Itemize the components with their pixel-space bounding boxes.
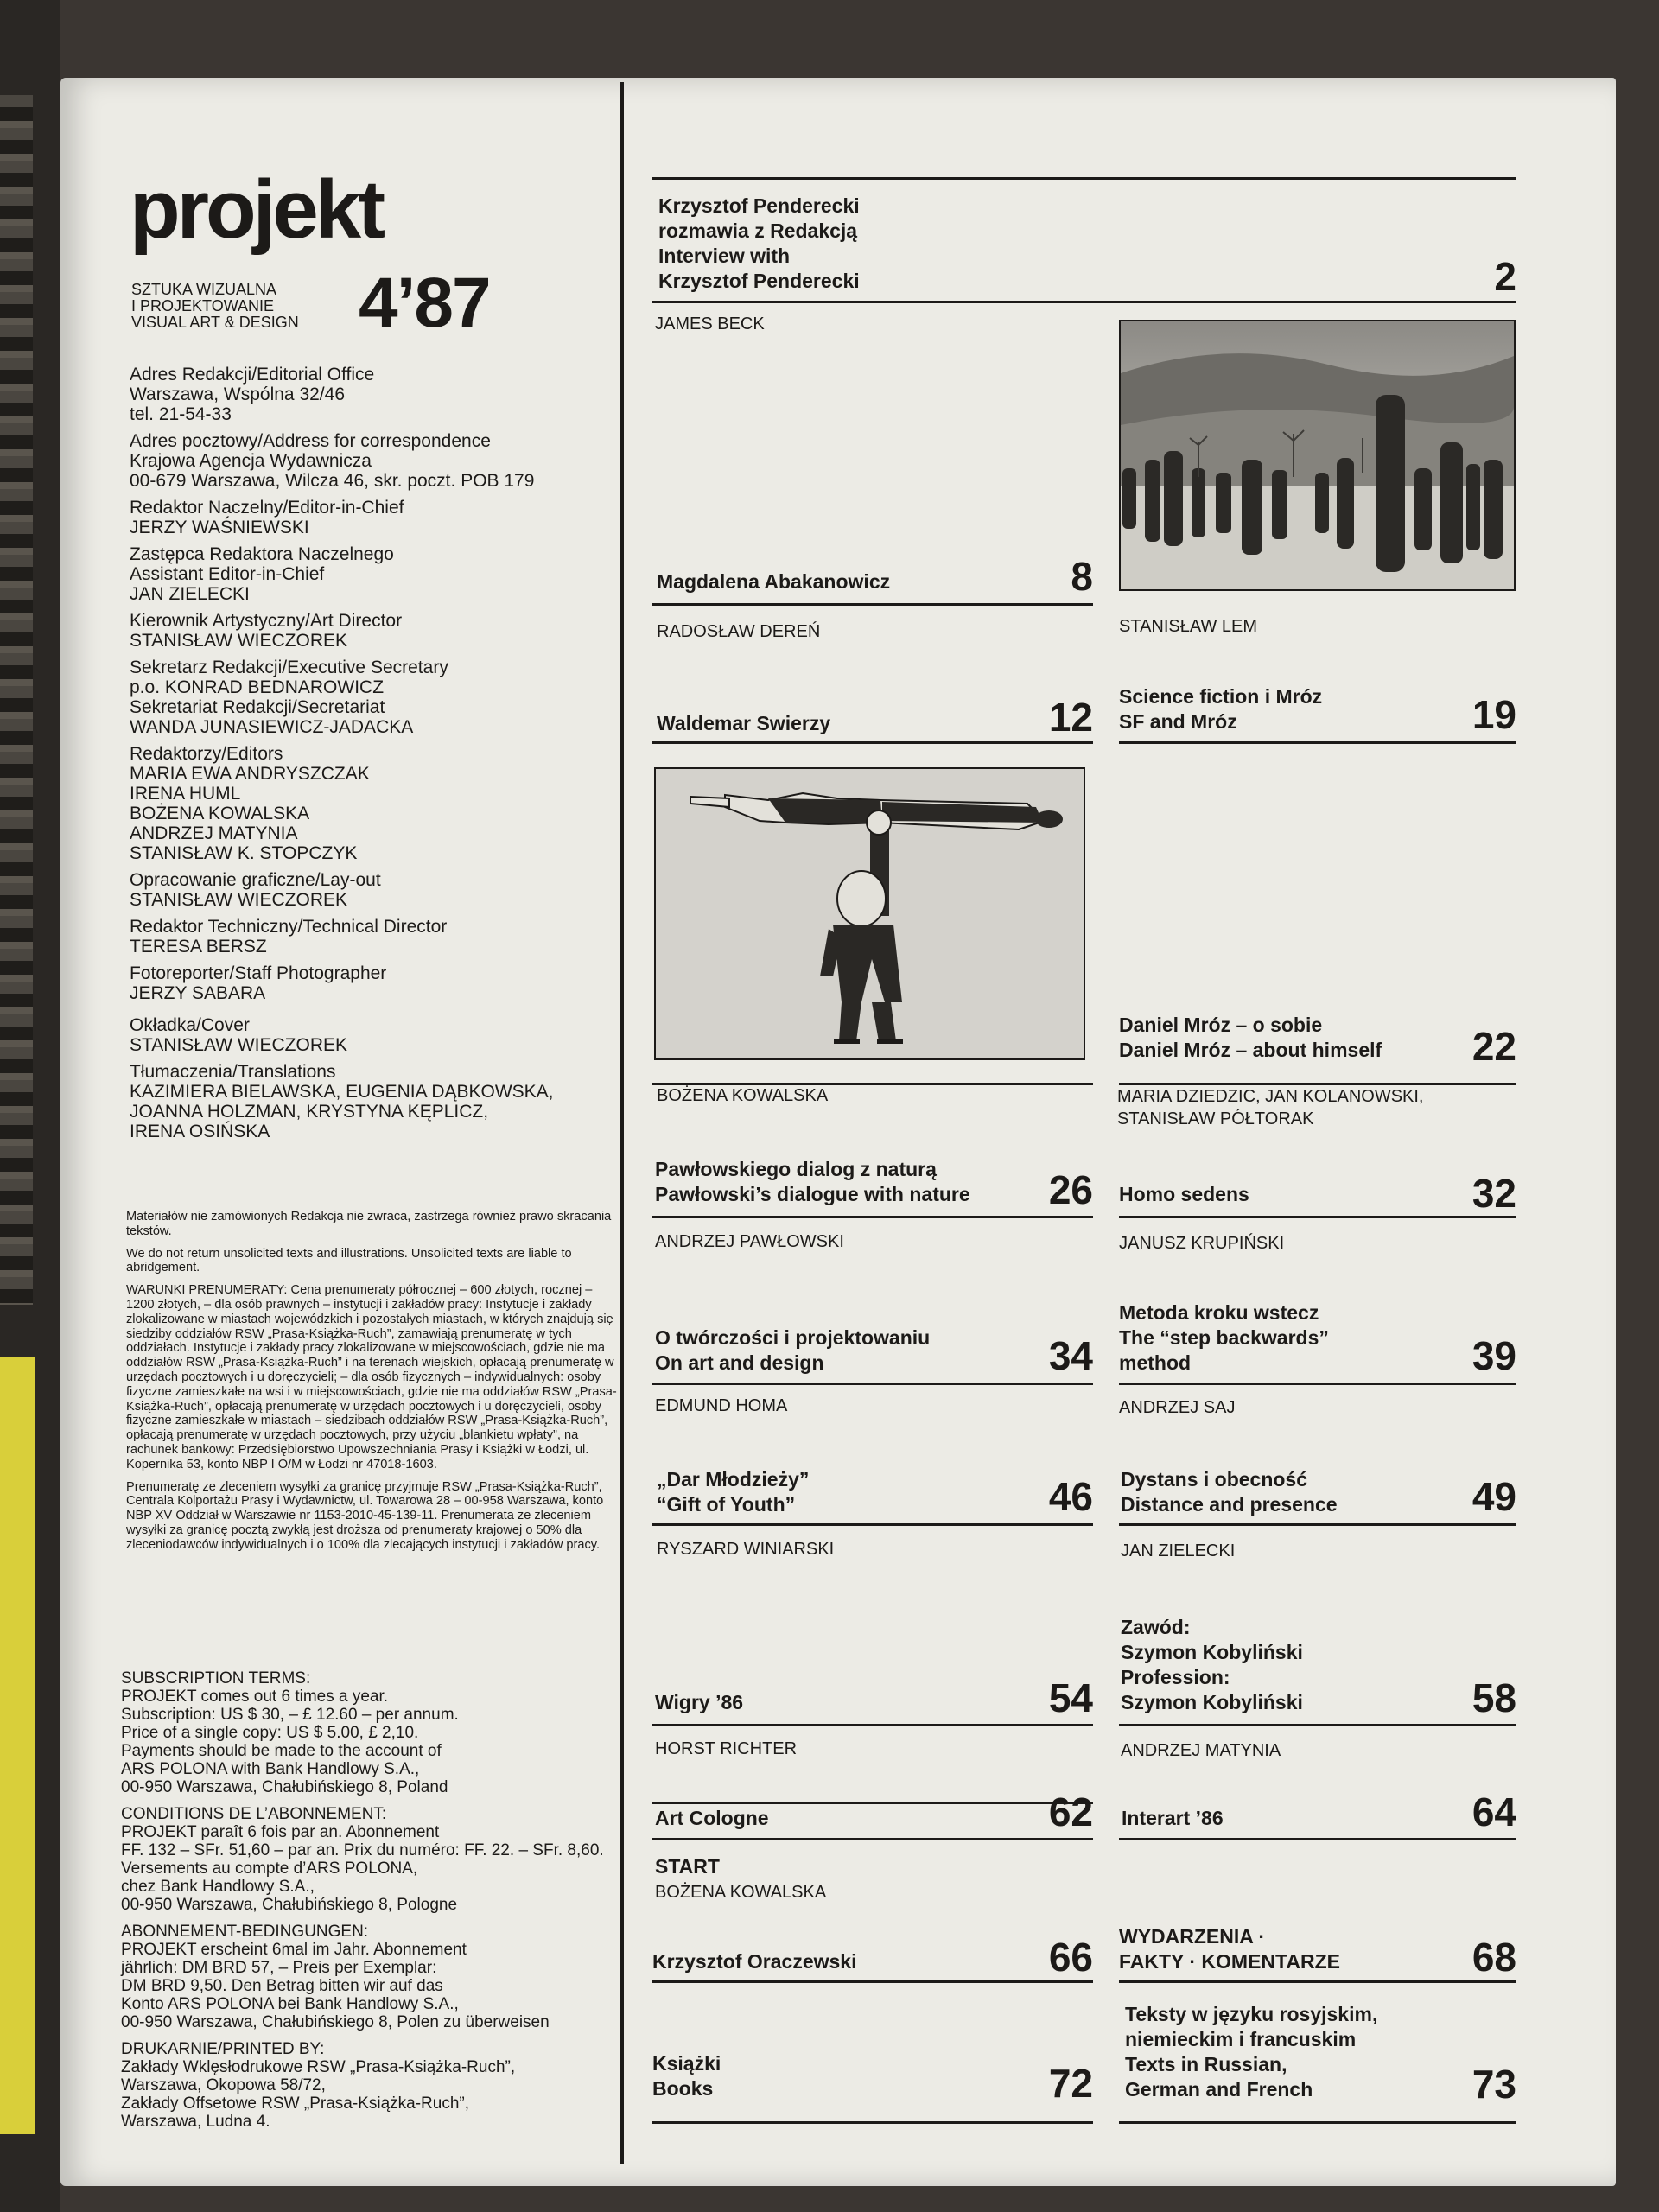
toc-entry-title: [1121, 1615, 1303, 1715]
toc-rule: [652, 177, 1516, 180]
toc-rule: [652, 301, 1516, 303]
toc-rule: [1119, 1216, 1516, 1218]
toc-entry-title: [655, 1690, 743, 1715]
toc-rule: [1119, 1838, 1516, 1840]
colophon-line: Sekretariat Redakcji/Secretariat: [130, 697, 385, 717]
toc-page-number: 72: [1048, 2061, 1093, 2106]
issue-number: 4’87: [359, 264, 490, 342]
terms-line: Zakłady Wklęsłodrukowe RSW „Prasa-Książka-Ruch”,: [121, 2058, 516, 2076]
fine-print-paragraph: We do not return unsolicited texts and illustrations. Unsolicited texts are liable to abridgement.: [126, 1246, 572, 1275]
colophon-line: Tłumaczenia/Translations: [130, 1062, 336, 1082]
colophon-line: WANDA JUNASIEWICZ-JADACKA: [130, 717, 414, 737]
toc-page-number: 39: [1471, 1333, 1516, 1378]
toc-title-line: Science fiction i Mróz: [1119, 685, 1323, 708]
toc-page-number: 32: [1471, 1171, 1516, 1216]
terms-line: jährlich: DM BRD 57, – Preis per Exemplar:: [121, 1959, 437, 1977]
toc-entry-title: [1121, 1467, 1338, 1517]
colophon-line: JAN ZIELECKI: [130, 584, 250, 604]
fine-print-paragraph: Prenumeratę ze zleceniem wysyłki za granicę przyjmuje RSW „Prasa-Książka-Ruch”, Centrala Kolportażu Prasy i Wydawnictw, ul. Towarowa 28 – 00-958 Warszawa, konto NBP XV Oddział w Warszawie nr 1153-2010-45-139-11. Prenumerata ze zleceniem wysyłki za granicę pocztą zwykłą jest droższa od prenumeraty krajowej o 50% dla zleceniodawców indywidualnych i o 100% dla zlecających instytucji i zakładów pracy.: [126, 1479, 604, 1552]
toc-title-line: Krzysztof Penderecki: [658, 270, 860, 292]
terms-line: ARS POLONA with Bank Handlowy S.A.,: [121, 1760, 420, 1778]
toc-title-line: Waldemar Swierzy: [657, 712, 831, 734]
terms-line: Konto ARS POLONA bei Bank Handlowy S.A.,: [121, 1995, 459, 2013]
tagline-line: VISUAL ART & DESIGN: [131, 314, 299, 331]
toc-title-line: Szymon Kobyliński: [1121, 1641, 1303, 1663]
terms-line: Warszawa, Okopowa 58/72,: [121, 2076, 326, 2094]
toc-title-line: Texts in Russian,: [1125, 2053, 1287, 2075]
toc-author: JAN ZIELECKI: [1121, 1541, 1236, 1560]
toc-entry-title: [657, 711, 830, 736]
colophon-block: [130, 544, 609, 604]
toc-rule: [1119, 1724, 1516, 1726]
toc-rule: [1119, 2121, 1516, 2124]
toc-entry-title: [657, 569, 890, 594]
terms-section: [121, 1805, 613, 1914]
colophon-line: Redaktor Naczelny/Editor-in-Chief: [130, 498, 404, 518]
toc-author: ANDRZEJ PAWŁOWSKI: [655, 1232, 844, 1251]
terms-line: chez Bank Handlowy S.A.,: [121, 1878, 315, 1896]
toc-page-number: 2: [1494, 254, 1516, 299]
terms-section: [121, 1669, 613, 1796]
toc-title-line: rozmawia z Redakcją: [658, 219, 858, 242]
colophon-line: p.o. KONRAD BEDNAROWICZ: [130, 677, 385, 697]
toc-entry-title: [655, 1157, 970, 1207]
toc-title-line: Metoda kroku wstecz: [1119, 1301, 1319, 1324]
toc-rule: [1119, 1980, 1516, 1983]
tagline: [131, 282, 299, 331]
magazine-logo: projekt: [130, 163, 383, 256]
toc-rule: [652, 603, 1093, 606]
toc-page-number: 73: [1471, 2062, 1516, 2107]
terms-line: 00-950 Warszawa, Chałubińskiego 8, Poland: [121, 1778, 448, 1796]
toc-title-line: Art Cologne: [655, 1807, 769, 1829]
toc-title-line: Interart ’86: [1122, 1807, 1224, 1829]
colophon-block: [130, 1062, 609, 1141]
toc-author: BOŻENA KOWALSKA: [657, 1086, 829, 1105]
colophon-block: [130, 658, 609, 737]
colophon-block: [130, 1015, 609, 1055]
terms-section: [121, 2040, 613, 2131]
colophon-line: Zastępca Redaktora Naczelnego: [130, 544, 394, 564]
terms-heading: CONDITIONS DE L’ABONNEMENT:: [121, 1805, 387, 1823]
toc-title-line: Zawód:: [1121, 1616, 1191, 1638]
colophon-line: Redaktorzy/Editors: [130, 744, 283, 764]
toc-rule: [652, 1216, 1093, 1218]
colophon-block: [130, 870, 609, 910]
toc-rule: [652, 1382, 1093, 1385]
toc-title-line: Magdalena Abakanowicz: [657, 570, 891, 593]
toc-title-line: Interview with: [658, 245, 791, 267]
terms-line: FF. 132 – SFr. 51,60 – par an. Prix du numéro: FF. 22. – SFr. 8,60.: [121, 1841, 604, 1859]
colophon-line: Redaktor Techniczny/Technical Director: [130, 917, 448, 937]
terms-line: PROJEKT comes out 6 times a year.: [121, 1688, 389, 1706]
colophon-line: tel. 21-54-33: [130, 404, 232, 424]
terms-line: PROJEKT paraît 6 fois par an. Abonnement: [121, 1823, 440, 1841]
toc-title-line: Distance and presence: [1121, 1493, 1338, 1516]
colophon-line: Opracowanie graficzne/Lay-out: [130, 870, 381, 890]
colophon-line: STANISŁAW WIECZOREK: [130, 631, 348, 651]
toc-entry-title: [652, 1949, 856, 1974]
toc-rule: [652, 2121, 1093, 2124]
terms-line: Price of a single copy: US $ 5.00, £ 2,10.: [121, 1724, 419, 1742]
toc-title-line: Książki: [652, 2052, 721, 2075]
toc-title-line: The “step backwards”: [1119, 1326, 1329, 1349]
toc-author: JANUSZ KRUPIŃSKI: [1119, 1234, 1285, 1253]
colophon-line: 00-679 Warszawa, Wilcza 46, skr. poczt. POB 179: [130, 471, 535, 491]
toc-title-line: Krzysztof Penderecki: [658, 194, 860, 217]
subscription-terms: [121, 1669, 613, 2139]
toc-author: RYSZARD WINIARSKI: [657, 1540, 835, 1559]
toc-entry-title: [1125, 2002, 1377, 2102]
previous-page-yellow-panel: [0, 1357, 35, 2134]
colophon-line: Fotoreporter/Staff Photographer: [130, 963, 387, 983]
colophon-block: [130, 744, 609, 863]
toc-page-number: 26: [1048, 1167, 1093, 1212]
toc-entry-title: [655, 1325, 930, 1376]
subscription-fine-print: [126, 1210, 619, 1560]
sculpture-field-photo: [1119, 320, 1516, 591]
toc-author-line: STANISŁAW PÓŁTORAK: [1117, 1109, 1314, 1128]
toc-rule: [652, 1838, 1093, 1840]
colophon-line: Krajowa Agencja Wydawnicza: [130, 451, 372, 471]
terms-line: Payments should be made to the account of: [121, 1742, 442, 1760]
colophon-line: Assistant Editor-in-Chief: [130, 564, 325, 584]
toc-title-line: FAKTY · KOMENTARZE: [1119, 1950, 1340, 1973]
toc-rule: [1119, 1382, 1516, 1385]
toc-entry-title: [1119, 1013, 1382, 1063]
terms-section: [121, 1923, 613, 2031]
toc-page-number: 8: [1071, 554, 1093, 599]
toc-entry-title: [1122, 1806, 1224, 1831]
sculpture-field-illustration: [1121, 321, 1514, 589]
terms-line: Warszawa, Ludna 4.: [121, 2113, 270, 2131]
colophon-block: [130, 365, 609, 424]
toc-rule: [1119, 1523, 1516, 1526]
toc-entry-title: [658, 194, 860, 294]
swierzy-illustration-photo: [654, 767, 1085, 1060]
toc-rule: [652, 1523, 1093, 1526]
toc-author: STANISŁAW LEM: [1119, 617, 1258, 636]
toc-entry-title: [652, 2051, 721, 2101]
toc-page-number: 62: [1048, 1789, 1093, 1834]
toc-title-line: Homo sedens: [1119, 1183, 1249, 1205]
toc-page-number: 54: [1048, 1675, 1093, 1720]
toc-title-line: Krzysztof Oraczewski: [652, 1950, 857, 1973]
toc-rule: [652, 1802, 1093, 1804]
toc-entry-title: [657, 1467, 809, 1517]
toc-title-line: Wigry ’86: [655, 1691, 744, 1713]
toc-page-number: 19: [1471, 692, 1516, 737]
terms-line: Subscription: US $ 30, – £ 12.60 – per annum.: [121, 1706, 459, 1724]
terms-line: Versements au compte d’ARS POLONA,: [121, 1859, 418, 1878]
terms-line: 00-950 Warszawa, Chałubińskiego 8, Pologne: [121, 1896, 458, 1914]
colophon-line: IRENA HUML: [130, 784, 241, 804]
toc-rule: [652, 1724, 1093, 1726]
colophon-line: JERZY WAŚNIEWSKI: [130, 518, 309, 537]
colophon-block: [130, 917, 609, 957]
terms-line: 00-950 Warszawa, Chałubińskiego 8, Polen zu überweisen: [121, 2013, 550, 2031]
toc-title-line: Dystans i obecność: [1121, 1468, 1308, 1491]
colophon-line: JERZY SABARA: [130, 983, 266, 1003]
toc-title-line: method: [1119, 1351, 1192, 1374]
toc-author: [1117, 1085, 1424, 1130]
colophon-block: [130, 431, 609, 491]
colophon-line: JOANNA HOLZMAN, KRYSTYNA KĘPLICZ,: [130, 1102, 489, 1122]
colophon-line: IRENA OSIŃSKA: [130, 1122, 270, 1141]
terms-line: DM BRD 9,50. Den Betrag bitten wir auf das: [121, 1977, 443, 1995]
colophon-line: Kierownik Artystyczny/Art Director: [130, 611, 403, 631]
toc-entry-title: [1119, 1182, 1249, 1207]
toc-author: HORST RICHTER: [655, 1739, 798, 1758]
toc-author: EDMUND HOMA: [655, 1396, 788, 1415]
colophon-line: MARIA EWA ANDRYSZCZAK: [130, 764, 370, 784]
toc-rule: [1119, 741, 1516, 744]
toc-author: RADOSŁAW DEREŃ: [657, 622, 821, 641]
terms-line: PROJEKT erscheint 6mal im Jahr. Abonnement: [121, 1941, 467, 1959]
column-divider: [620, 82, 624, 2164]
toc-page-number: 22: [1471, 1024, 1516, 1069]
colophon-line: Adres Redakcji/Editorial Office: [130, 365, 375, 385]
toc-title-line: niemieckim i francuskim: [1125, 2028, 1357, 2050]
tagline-line: I PROJEKTOWANIE: [131, 297, 275, 315]
toc-author: JAMES BECK: [655, 315, 765, 334]
start-section-label: START: [655, 1855, 720, 1878]
toc-title-line: Szymon Kobyliński: [1121, 1691, 1303, 1713]
toc-title-line: WYDARZENIA ·: [1119, 1925, 1266, 1948]
previous-page-artwork: [0, 95, 33, 1305]
balancing-man-illustration: [656, 769, 1084, 1058]
colophon-block: [130, 498, 609, 537]
toc-title-line: Profession:: [1121, 1666, 1230, 1688]
toc-title-line: On art and design: [655, 1351, 824, 1374]
colophon-line: STANISŁAW K. STOPCZYK: [130, 843, 358, 863]
colophon-line: BOŻENA KOWALSKA: [130, 804, 310, 823]
toc-title-line: O twórczości i projektowaniu: [655, 1326, 931, 1349]
toc-title-line: German and French: [1125, 2078, 1313, 2101]
toc-entry-title: [655, 1806, 769, 1831]
toc-author-line: MARIA DZIEDZIC, JAN KOLANOWSKI,: [1117, 1087, 1424, 1106]
fine-print-paragraph: WARUNKI PRENUMERATY: Cena prenumeraty półrocznej – 600 złotych, rocznej – 1200 złotych, – dla osób prawnych – instytucji i zakładów pracy: Instytucje i zakłady zlokalizowane w miastach wojewódzkich i pozostałych miastach, w których znajdują się siedziby oddziałów RSW „Prasa-Książka-Ruch”, zamawiają prenumeratę w tych oddziałach. Instytucje i zakłady pracy zlokalizowane w miejscowościach, gdzie nie ma oddziałów RSW „Prasa-Książka-Ruch” i na terenach wiejskich, opłacają prenumeratę w urzędach pocztowych i u doręczycieli; – dla osób fizycznych – indywidualnych: osoby fizyczne zamieszkałe na wsi i w miejscowościach, gdzie nie ma oddziałów RSW „Prasa-Książka-Ruch”, opłacają prenumeratę w urzędach pocztowych i u doręczycieli, osoby fizyczne zamieszkałe w miastach – siedzibach oddziałów RSW „Prasa-Książka-Ruch”, opłacają prenumeratę w urzędach pocztowych, przy użyciu „blankietu wpłaty”, na rachunek bankowy: Przedsiębiorstwo Upowszechniania Prasy i Książki w Łodzi, ul. Kopernika 53, konto NBP I O/M w Łodzi nr 47018-1603.: [126, 1283, 617, 1471]
terms-line: Zakłady Offsetowe RSW „Prasa-Książka-Ruch”,: [121, 2094, 469, 2113]
toc-title-line: Pawłowski’s dialogue with nature: [655, 1183, 970, 1205]
toc-author: ANDRZEJ MATYNIA: [1121, 1741, 1281, 1760]
terms-heading: ABONNEMENT-BEDINGUNGEN:: [121, 1923, 369, 1941]
toc-entry-title: [1119, 1300, 1329, 1376]
toc-title-line: Daniel Mróz – about himself: [1119, 1039, 1382, 1061]
colophon-line: STANISŁAW WIECZOREK: [130, 890, 348, 910]
colophon-line: Okładka/Cover: [130, 1015, 250, 1035]
toc-entry-title: [1119, 684, 1322, 734]
colophon-line: KAZIMIERA BIELAWSKA, EUGENIA DĄBKOWSKA,: [130, 1082, 554, 1102]
toc-page-number: 64: [1471, 1789, 1516, 1834]
colophon-block: [130, 963, 609, 1003]
colophon-line: Warszawa, Wspólna 32/46: [130, 385, 345, 404]
toc-title-line: “Gift of Youth”: [657, 1493, 796, 1516]
colophon-line: TERESA BERSZ: [130, 937, 267, 957]
toc-page-number: 46: [1048, 1474, 1093, 1519]
toc-rule: [652, 1980, 1093, 1983]
colophon: [130, 365, 609, 1148]
toc-title-line: Pawłowskiego dialog z naturą: [655, 1158, 937, 1180]
colophon-line: Adres pocztowy/Address for correspondence: [130, 431, 491, 451]
toc-page-number: 12: [1048, 695, 1093, 740]
terms-heading: DRUKARNIE/PRINTED BY:: [121, 2040, 325, 2058]
toc-entry-title: [1119, 1924, 1340, 1974]
toc-title-line: SF and Mróz: [1119, 710, 1237, 733]
toc-title-line: „Dar Młodzieży”: [657, 1468, 810, 1491]
colophon-line: ANDRZEJ MATYNIA: [130, 823, 298, 843]
toc-title-line: Teksty w języku rosyjskim,: [1125, 2003, 1378, 2025]
toc-rule: [652, 741, 1093, 744]
toc-title-line: Daniel Mróz – o sobie: [1119, 1014, 1323, 1036]
colophon-line: STANISŁAW WIECZOREK: [130, 1035, 348, 1055]
fine-print-paragraph: Materiałów nie zamówionych Redakcja nie zwraca, zastrzega również prawo skracania tekstów.: [126, 1210, 612, 1238]
tagline-line: SZTUKA WIZUALNA: [131, 281, 277, 298]
start-section-author: BOŻENA KOWALSKA: [655, 1883, 827, 1902]
toc-title-line: Books: [652, 2077, 714, 2100]
toc-page-number: 34: [1048, 1333, 1093, 1378]
toc-page-number: 68: [1471, 1935, 1516, 1980]
toc-page-number: 66: [1048, 1935, 1093, 1980]
toc-author: ANDRZEJ SAJ: [1119, 1398, 1236, 1417]
toc-page-number: 49: [1471, 1474, 1516, 1519]
colophon-block: [130, 611, 609, 651]
terms-heading: SUBSCRIPTION TERMS:: [121, 1669, 311, 1688]
colophon-line: Sekretarz Redakcji/Executive Secretary: [130, 658, 448, 677]
toc-page-number: 58: [1471, 1675, 1516, 1720]
